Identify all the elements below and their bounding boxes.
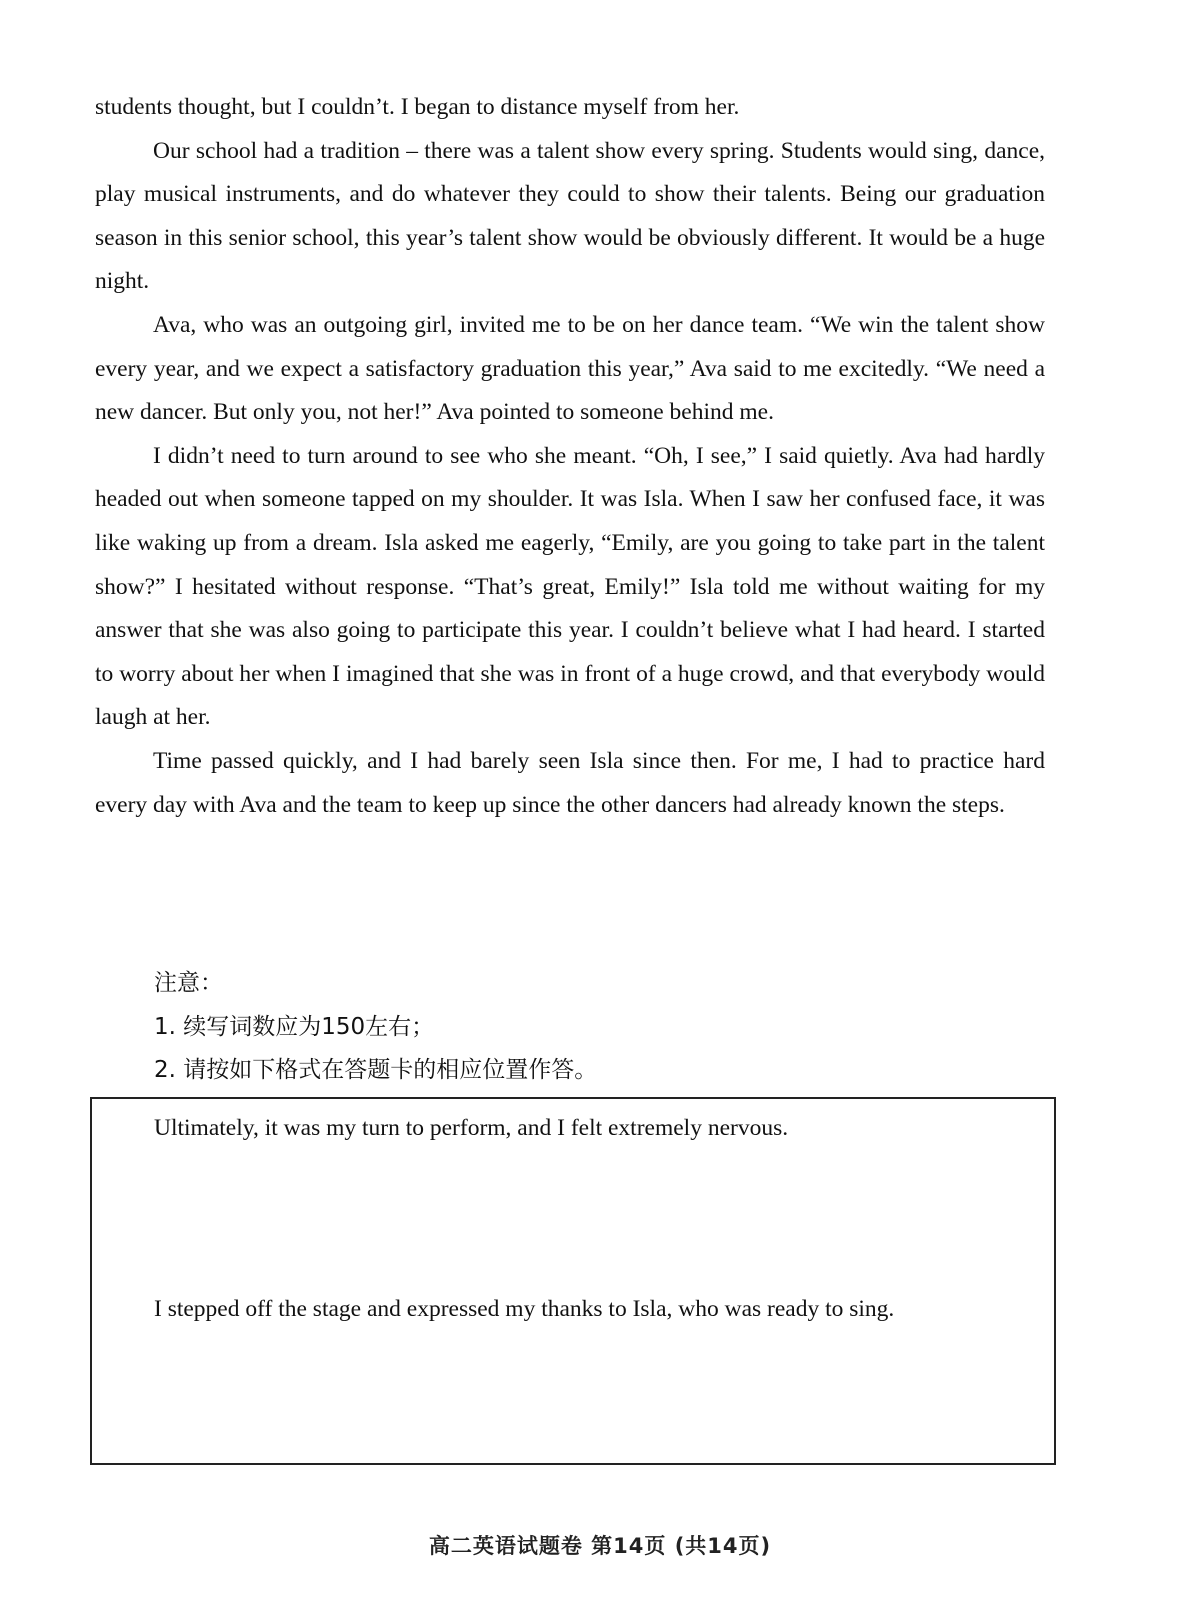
passage-paragraph-3: Ava, who was an outgoing girl, invited me to be on her dance team. “We win the talent show every year, and we expect a satisfactory graduation this year,” Ava said to me excitedly. “We need a new dancer. But only you, not her!” Ava pointed to someone behind me. [95,311,1045,426]
passage-paragraph-2: Our school had a tradition – there was a talent show every spring. Students would sing, dance, play musical instruments, and do whatever they could to show their talents. Being our graduation season in this senior school, this year’s talent show would be obviously different. It would be a huge night. [95,137,1045,295]
notes-heading: 注意： [154,970,223,996]
note-item-word-count: 1. 续写词数应为150左右； [154,1013,435,1040]
continuation-prompt-first: Ultimately, it was my turn to perform, and I felt extremely nervous. [154,1115,789,1141]
instructions-notes [154,962,1054,1093]
note-item-answer-format: 2. 请按如下格式在答题卡的相应位置作答。 [154,1057,598,1084]
story-passage [95,86,1045,827]
passage-paragraph-4: I didn’t need to turn around to see who she meant. “Oh, I see,” I said quietly. Ava had hardly headed out when someone tapped on my shoulder. It was Isla. When I saw her confused face, it was like waking up from a dream. Isla asked me eagerly, “Emily, are you going to take part in the talent show?” I hesitated without response. “That’s great, Emily!” Isla told me without waiting for my answer that she was also going to participate this year. I couldn’t believe what I had heard. I started to worry about her when I imagined that she was in front of a huge crowd, and that everybody would laugh at her. [95,442,1045,731]
answer-format-box [90,1097,1056,1465]
continuation-prompt-second: I stepped off the stage and expressed my thanks to Isla, who was ready to sing. [154,1296,895,1322]
passage-paragraph-1: students thought, but I couldn’t. I began to distance myself from her. [95,94,740,120]
page-footer: 高二英语试题卷 第14页 (共14页) [428,1534,772,1558]
passage-paragraph-5: Time passed quickly, and I had barely seen Isla since then. For me, I had to practice hard every day with Ava and the team to keep up since the other dancers had already known the steps. [95,747,1045,818]
